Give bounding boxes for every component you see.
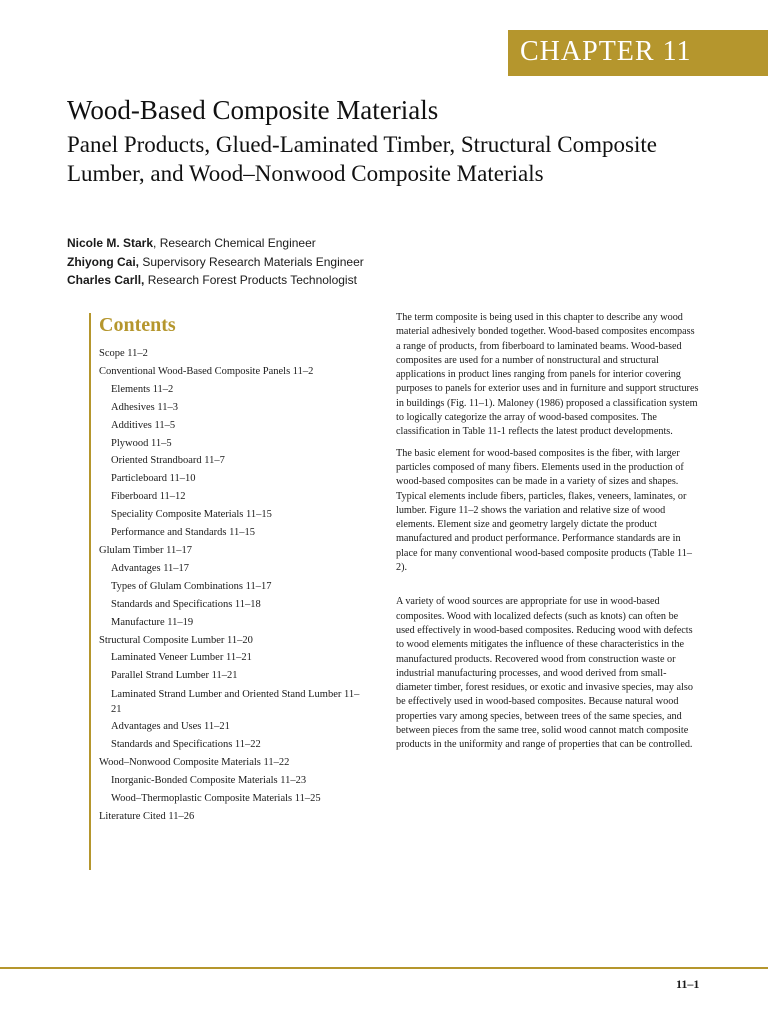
body-column (396, 311, 699, 760)
contents-item[interactable]: Wood–Nonwood Composite Materials 11–22 (99, 757, 290, 769)
contents-subitem[interactable]: Laminated Strand Lumber and Oriented Stand Lumber 11–21 (111, 689, 360, 716)
contents-heading: Contents (99, 314, 176, 336)
contents-rule (89, 313, 91, 870)
contents-subitem[interactable]: Inorganic-Bonded Composite Materials 11–23 (111, 774, 307, 786)
author-name: Charles Carll, (67, 273, 145, 287)
contents-subitem[interactable]: Performance and Standards 11–15 (111, 527, 255, 539)
body-paragraph: The term composite is being used in this chapter to describe any wood material adhesively bonded together. Wood-based composites encompass a range of products, from fiberboard to laminated beams. Wood-based composites are used for a number of nonstructural and structural applications in product lines ranging from panels for interior covering purposes to panels for exterior uses and in furniture and support structures in buildings (Fig. 11–1). Maloney (1986) proposed a classification system to logically categorize the array of wood-based composites. The classification in Table 11-1 reflects the latest product developments. (396, 312, 699, 438)
author-name: Zhiyong Cai, (67, 254, 139, 269)
contents-item[interactable]: Conventional Wood-Based Composite Panels 11–2 (99, 365, 314, 377)
chapter-title: Wood-Based Composite Materials (67, 95, 439, 125)
author-line (67, 253, 364, 272)
author-name: Nicole M. Stark (67, 236, 154, 250)
contents-subitem[interactable]: Wood–Thermoplastic Composite Materials 11–25 (111, 792, 321, 804)
contents-list (99, 345, 369, 826)
contents-subitem[interactable]: Additives 11–5 (111, 419, 176, 431)
contents-subitem[interactable]: Manufacture 11–19 (111, 616, 194, 628)
contents-subitem[interactable]: Fiberboard 11–12 (111, 491, 186, 503)
contents-item[interactable]: Literature Cited 11–26 (99, 810, 195, 822)
author-role: Supervisory Research Materials Engineer (139, 254, 364, 269)
author-line (67, 234, 364, 253)
contents-subitem[interactable]: Oriented Strandboard 11–7 (111, 455, 225, 467)
footer-rule (0, 967, 768, 969)
contents-subitem[interactable]: Standards and Specifications 11–22 (111, 739, 261, 751)
contents-subitem[interactable]: Standards and Specifications 11–18 (111, 598, 261, 610)
author-list (67, 234, 364, 290)
author-line (67, 271, 364, 290)
contents-subitem[interactable]: Advantages 11–17 (111, 562, 190, 574)
author-role: , Research Chemical Engineer (153, 236, 316, 250)
contents-subitem[interactable]: Particleboard 11–10 (111, 473, 196, 485)
contents-item[interactable]: Glulam Timber 11–17 (99, 544, 192, 556)
contents-subitem[interactable]: Types of Glulam Combinations 11–17 (111, 580, 272, 592)
body-paragraph: A variety of wood sources are appropriate for use in wood-based composites. Wood with localized defects (such as knots) can often be used effectively in wood-based composites. Reducing wood with defects to wood elements mitigates the influence of these characteristics in the manufactured products. Recovered wood from construction waste or industrial manufacturing processes, and wood derived from small-diameter timber, forest residues, or exotic and invasive species, may also be effectively used in wood-based composites. Because natural wood properties vary among species, between trees of the same species, and between pieces from the same tree, solid wood cannot match composite products in the uniformity and range of properties that can be controlled. (396, 596, 693, 751)
contents-subitem[interactable]: Adhesives 11–3 (111, 401, 178, 413)
contents-subitem[interactable]: Speciality Composite Materials 11–15 (111, 509, 272, 521)
contents-subitem[interactable]: Elements 11–2 (111, 383, 174, 395)
contents-subitem[interactable]: Plywood 11–5 (111, 437, 172, 449)
contents-item[interactable]: Scope 11–2 (99, 348, 148, 359)
chapter-subtitle: Panel Products, Glued-Laminated Timber, Structural Composite Lumber, and Wood–Nonwood Composite Materials (67, 132, 657, 186)
contents-item[interactable]: Structural Composite Lumber 11–20 (99, 634, 253, 646)
body-paragraph: The basic element for wood-based composites is the fiber, with larger particles composed of many fibers. Elements used in the production of wood-based composites can be made in a variety of sizes and shapes. Typical elements include fibers, particles, flakes, veneers, laminates, or lumber. Figure 11–2 shows the variation and relative size of wood elements. Element size and geometry largely dictate the product manufactured and product performance. Performance standards are in place for many conventional wood-based composite products (Table 11–2). (396, 447, 692, 574)
contents-subitem[interactable]: Advantages and Uses 11–21 (111, 721, 230, 733)
contents-subitem[interactable]: Parallel Strand Lumber 11–21 (111, 670, 238, 682)
author-role: Research Forest Products Technologist (144, 273, 357, 287)
chapter-label: CHAPTER 11 (520, 36, 692, 67)
contents-subitem[interactable]: Laminated Veneer Lumber 11–21 (111, 652, 252, 664)
page-number: 11–1 (676, 977, 700, 991)
